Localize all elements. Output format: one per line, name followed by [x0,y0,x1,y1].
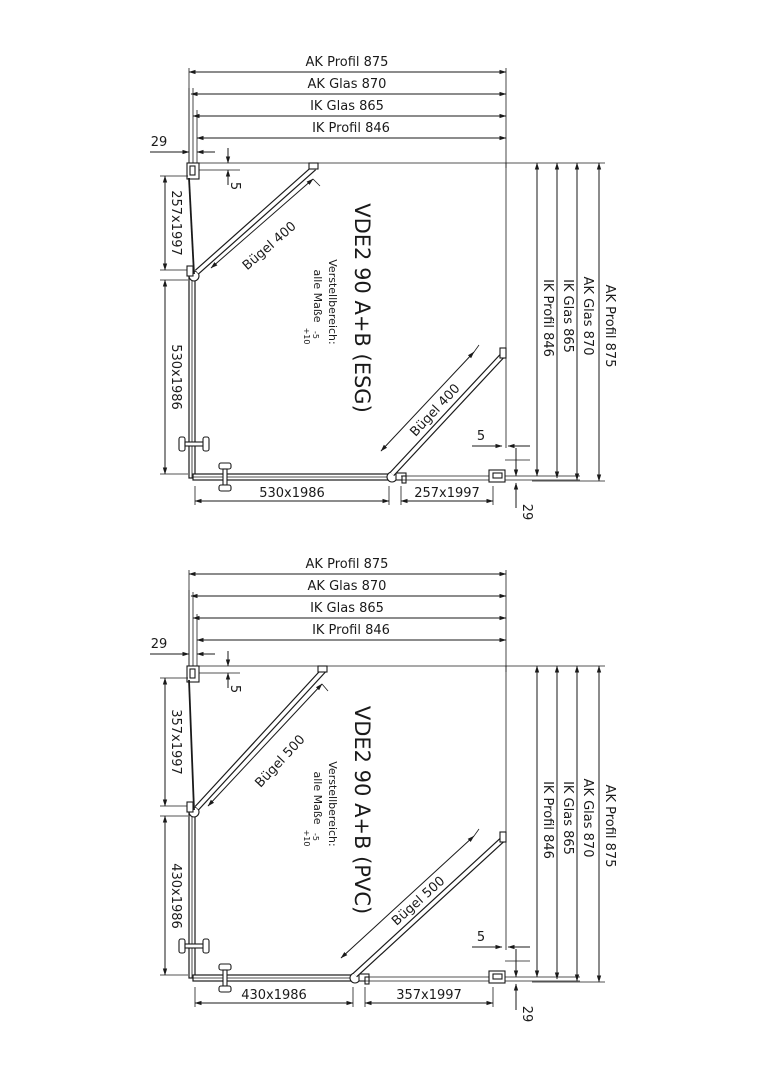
dim-left-lower-panel: 530x1986 [168,344,183,410]
dim-29-top: 29 [150,637,168,652]
dim-right-ak-profil: AK Profil 875 [602,784,617,868]
dim-ik-profil-label: IK Profil 846 [312,623,390,638]
dim-bottom-left-panel: 430x1986 [241,988,307,1003]
drawing-title: VDE2 90 A+B (PVC) [350,705,374,915]
dim-5-top: 5 [227,181,242,191]
dim-ak-glas-label: AK Glas 870 [307,77,387,92]
bar-lower-label: Bügel 500 [389,873,449,930]
adjust-label: Verstellbereich: [326,761,339,847]
knob-bottom [219,964,231,970]
dim-right-ak-glas: AK Glas 870 [580,276,595,356]
dim-left-lower-panel: 430x1986 [168,863,183,929]
dim-bottom-left-panel: 530x1986 [259,486,325,501]
bar-upper-label: Bügel 500 [252,732,309,791]
tol-minus: -5 [311,833,320,841]
adjust-note: alle Maße [311,269,324,323]
bar-upper-label: Bügel 400 [239,219,300,274]
dim-right-ik-profil: IK Profil 846 [540,781,555,859]
dim-ik-profil-label: IK Profil 846 [312,121,390,136]
bar-lower-label: Bügel 400 [407,381,464,440]
dim-left-upper-panel: 257x1997 [168,190,183,256]
knob-left [179,437,185,451]
dim-ik-glas-label: IK Glas 865 [310,99,384,114]
dim-right-ik-glas: IK Glas 865 [560,781,575,855]
dim-5-right: 5 [476,429,486,444]
drawing-pvc [150,557,617,1022]
dim-left-upper-panel: 357x1997 [168,709,183,775]
knob-bottom [219,463,231,469]
dim-right-ik-glas: IK Glas 865 [560,279,575,353]
tol-minus: -5 [311,331,320,339]
knob-left [179,939,185,953]
dim-bottom-right-panel: 257x1997 [414,486,480,501]
stabilizer-bar-upper [197,163,320,274]
dim-29-top: 29 [150,135,168,150]
dim-bottom-right-panel: 357x1997 [396,988,462,1003]
stabilizer-bar-lower [381,345,506,474]
adjust-label: Verstellbereich: [326,259,339,345]
tol-plus: +10 [302,829,311,847]
dim-right-ik-profil: IK Profil 846 [540,279,555,357]
dim-right-ak-profil: AK Profil 875 [602,284,617,368]
adjust-note: alle Maße [311,771,324,825]
dim-5-right: 5 [476,930,486,945]
drawing-esg [150,55,617,520]
dim-ak-profil-label: AK Profil 875 [305,55,389,70]
dim-ik-glas-label: IK Glas 865 [310,601,384,616]
dim-5-top: 5 [227,684,242,694]
dim-ak-glas-label: AK Glas 870 [307,579,387,594]
dim-29-bottom: 29 [519,1005,534,1023]
drawing-title: VDE2 90 A+B (ESG) [350,203,374,413]
dim-ak-profil-label: AK Profil 875 [305,557,389,572]
dim-right-ak-glas: AK Glas 870 [580,778,595,858]
tol-plus: +10 [302,327,311,345]
dim-29-bottom: 29 [519,503,534,521]
stabilizer-bar-upper [197,666,328,808]
